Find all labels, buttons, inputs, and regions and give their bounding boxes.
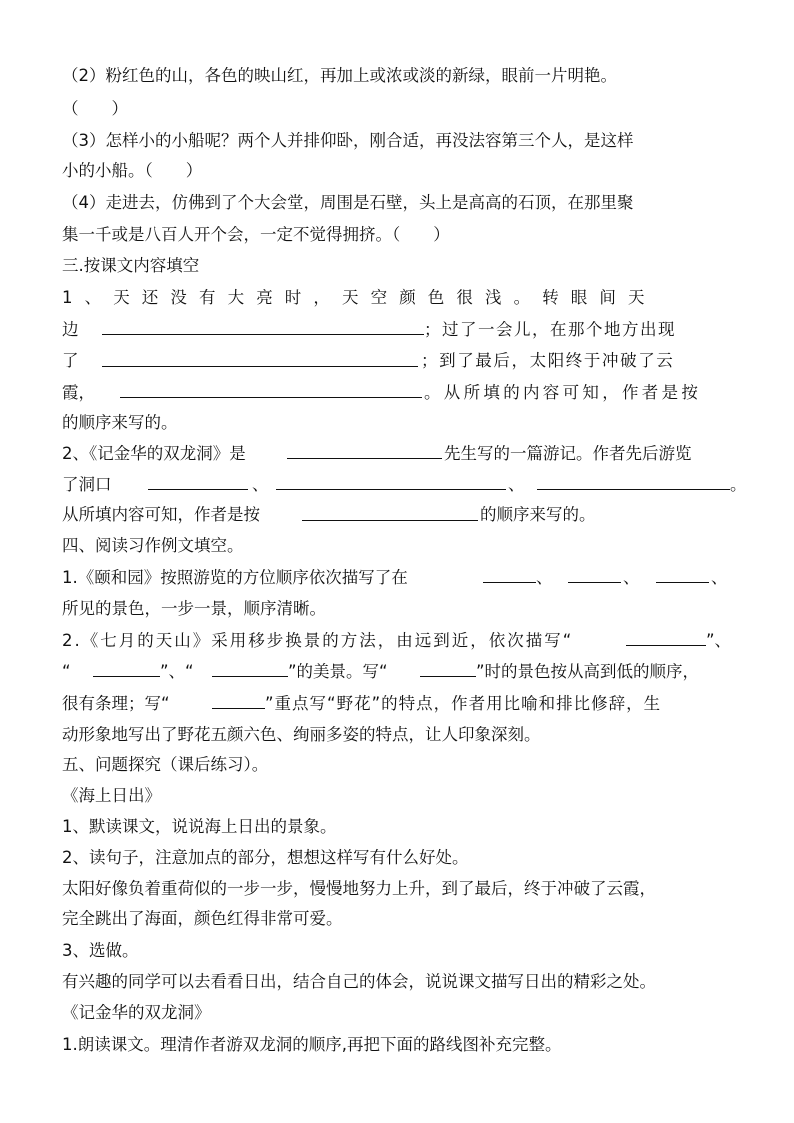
s4-q1-sep-3: 、 xyxy=(711,568,728,587)
s3-q1-line-4-lead: 霞， xyxy=(62,383,95,402)
s4-q2-line-2-mid2: ”的美景。写“ xyxy=(288,662,388,681)
sunrise-question-3-text: 有兴趣的同学可以去看看日出，结合自己的体会，说说课文描写日出的精彩之处。 xyxy=(62,972,656,991)
sunrise-question-1: 1、默读课文，说说海上日出的景象。 xyxy=(62,817,337,836)
blank-place-1[interactable] xyxy=(148,489,248,490)
blank-place-3[interactable] xyxy=(537,489,730,490)
s4-q1-line-2: 所见的景色，一步一景，顺序清晰。 xyxy=(62,599,326,618)
s3-q2-line-3-lead: 从所填内容可知，作者是按 xyxy=(62,505,260,524)
s3-q1-line-3-tail: ；到了最后，太阳终于冲破了云 xyxy=(421,351,675,370)
q4-line-1: （4）走进去，仿佛到了个大会堂，周围是石壁，头上是高高的石顶，在那里聚 xyxy=(62,193,634,212)
s3-q1-line-1: 1、天还没有大亮时，天空颜色很浅。转眼间天 xyxy=(62,288,657,307)
blank-tianshan-4[interactable] xyxy=(420,676,476,677)
blank-yiheyuan-2[interactable] xyxy=(568,582,621,583)
blank-tianshan-2[interactable] xyxy=(93,676,160,677)
s4-q2-line-2-tail: ”时的景色按从高到低的顺序， xyxy=(476,662,700,681)
q3-line-2: 小的小船。（ ） xyxy=(62,161,203,180)
s3-q1-line-2-lead: 边 xyxy=(62,320,79,339)
section-3-title: 三.按课文内容填空 xyxy=(62,256,200,275)
blank-tianshan-1[interactable] xyxy=(626,645,706,646)
s3-q1-line-3-lead: 了 xyxy=(62,351,79,370)
section-5-title: 五、问题探究（课后练习）。 xyxy=(62,755,269,774)
q2-line-2: （ ） xyxy=(62,99,128,118)
blank-order[interactable] xyxy=(302,520,478,521)
sunrise-quote-line-2: 完全跳出了海面，颜色红得非常可爱。 xyxy=(62,909,343,928)
blank-tianshan-5[interactable] xyxy=(212,708,265,709)
s4-q1-sep-2: 、 xyxy=(623,568,640,587)
sunrise-question-2: 2、读句子，注意加点的部分，想想这样写有什么好处。 xyxy=(62,848,469,867)
sunrise-quote-line-1: 太阳好像负着重荷似的一步一步，慢慢地努力上升，到了最后，终于冲破了云霞， xyxy=(62,879,656,898)
s4-q2-line-3-tail: ”重点写“野花”的特点，作者用比喻和排比修辞，生 xyxy=(265,694,662,713)
blank-sky-edge[interactable] xyxy=(102,334,424,335)
s3-q1-line-2-tail: ；过了一会儿，在那个地方出现 xyxy=(424,320,676,339)
s3-q1-line-4-tail: 。从所填的内容可知，作者是按 xyxy=(424,383,702,402)
book-title-double-dragon-cave: 《记金华的双龙洞》 xyxy=(62,1003,211,1022)
s4-q2-line-4: 动形象地写出了野花五颜六色、绚丽多姿的特点，让人印象深刻。 xyxy=(62,725,541,744)
q2-line-1: （2）粉红色的山，各色的映山红，再加上或浓或淡的新绿，眼前一片明艳。 xyxy=(62,66,617,85)
sunrise-question-3: 3、选做。 xyxy=(62,941,139,960)
blank-appeared[interactable] xyxy=(102,366,418,367)
s4-q2-line-1-lead: 2.《七月的天山》采用移步换景的方法，由远到近，依次描写“ xyxy=(62,631,574,650)
s4-q2-line-1-tail: ”、 xyxy=(706,631,732,650)
s4-q1-sep-1: 、 xyxy=(536,568,553,587)
s4-q2-line-2-mid1: ”、“ xyxy=(160,662,194,681)
blank-yiheyuan-1[interactable] xyxy=(483,582,536,583)
s3-q2-line-3-tail: 的顺序来写的。 xyxy=(480,505,596,524)
q4-line-2: 集一千或是八百人开个会，一定不觉得拥挤。（ ） xyxy=(62,225,450,244)
s3-q2-line-2-lead: 了洞口 xyxy=(62,475,112,494)
s3-q2-line-1-lead: 2、《记金华的双龙洞》是 xyxy=(62,444,246,463)
blank-author[interactable] xyxy=(287,458,442,459)
blank-clouds[interactable] xyxy=(120,397,422,398)
s3-q2-sep-2: 、 xyxy=(508,475,525,494)
s3-q2-period: 。 xyxy=(730,475,747,494)
s4-q2-line-3-lead: 很有条理；写“ xyxy=(62,694,170,713)
section-4-title: 四、阅读习作例文填空。 xyxy=(62,536,244,555)
s3-q2-sep-1: 、 xyxy=(252,475,269,494)
blank-place-2[interactable] xyxy=(276,489,506,490)
s3-q1-line-5: 的顺序来写的。 xyxy=(62,413,178,432)
cave-question-1: 1.朗读课文。理清作者游双龙洞的顺序,再把下面的路线图补充完整。 xyxy=(62,1035,562,1054)
s4-q2-line-2-open: “ xyxy=(62,662,71,681)
s3-q2-line-1-tail: 先生写的一篇游记。作者先后游览 xyxy=(444,444,692,463)
blank-yiheyuan-3[interactable] xyxy=(656,582,709,583)
s4-q1-line-1-lead: 1.《颐和园》按照游览的方位顺序依次描写了在 xyxy=(62,568,408,587)
q3-line-1: （3）怎样小的小船呢？两个人并排仰卧，刚合适，再没法容第三个人，是这样 xyxy=(62,131,634,150)
blank-tianshan-3[interactable] xyxy=(212,676,288,677)
book-title-sunrise: 《海上日出》 xyxy=(62,786,161,805)
